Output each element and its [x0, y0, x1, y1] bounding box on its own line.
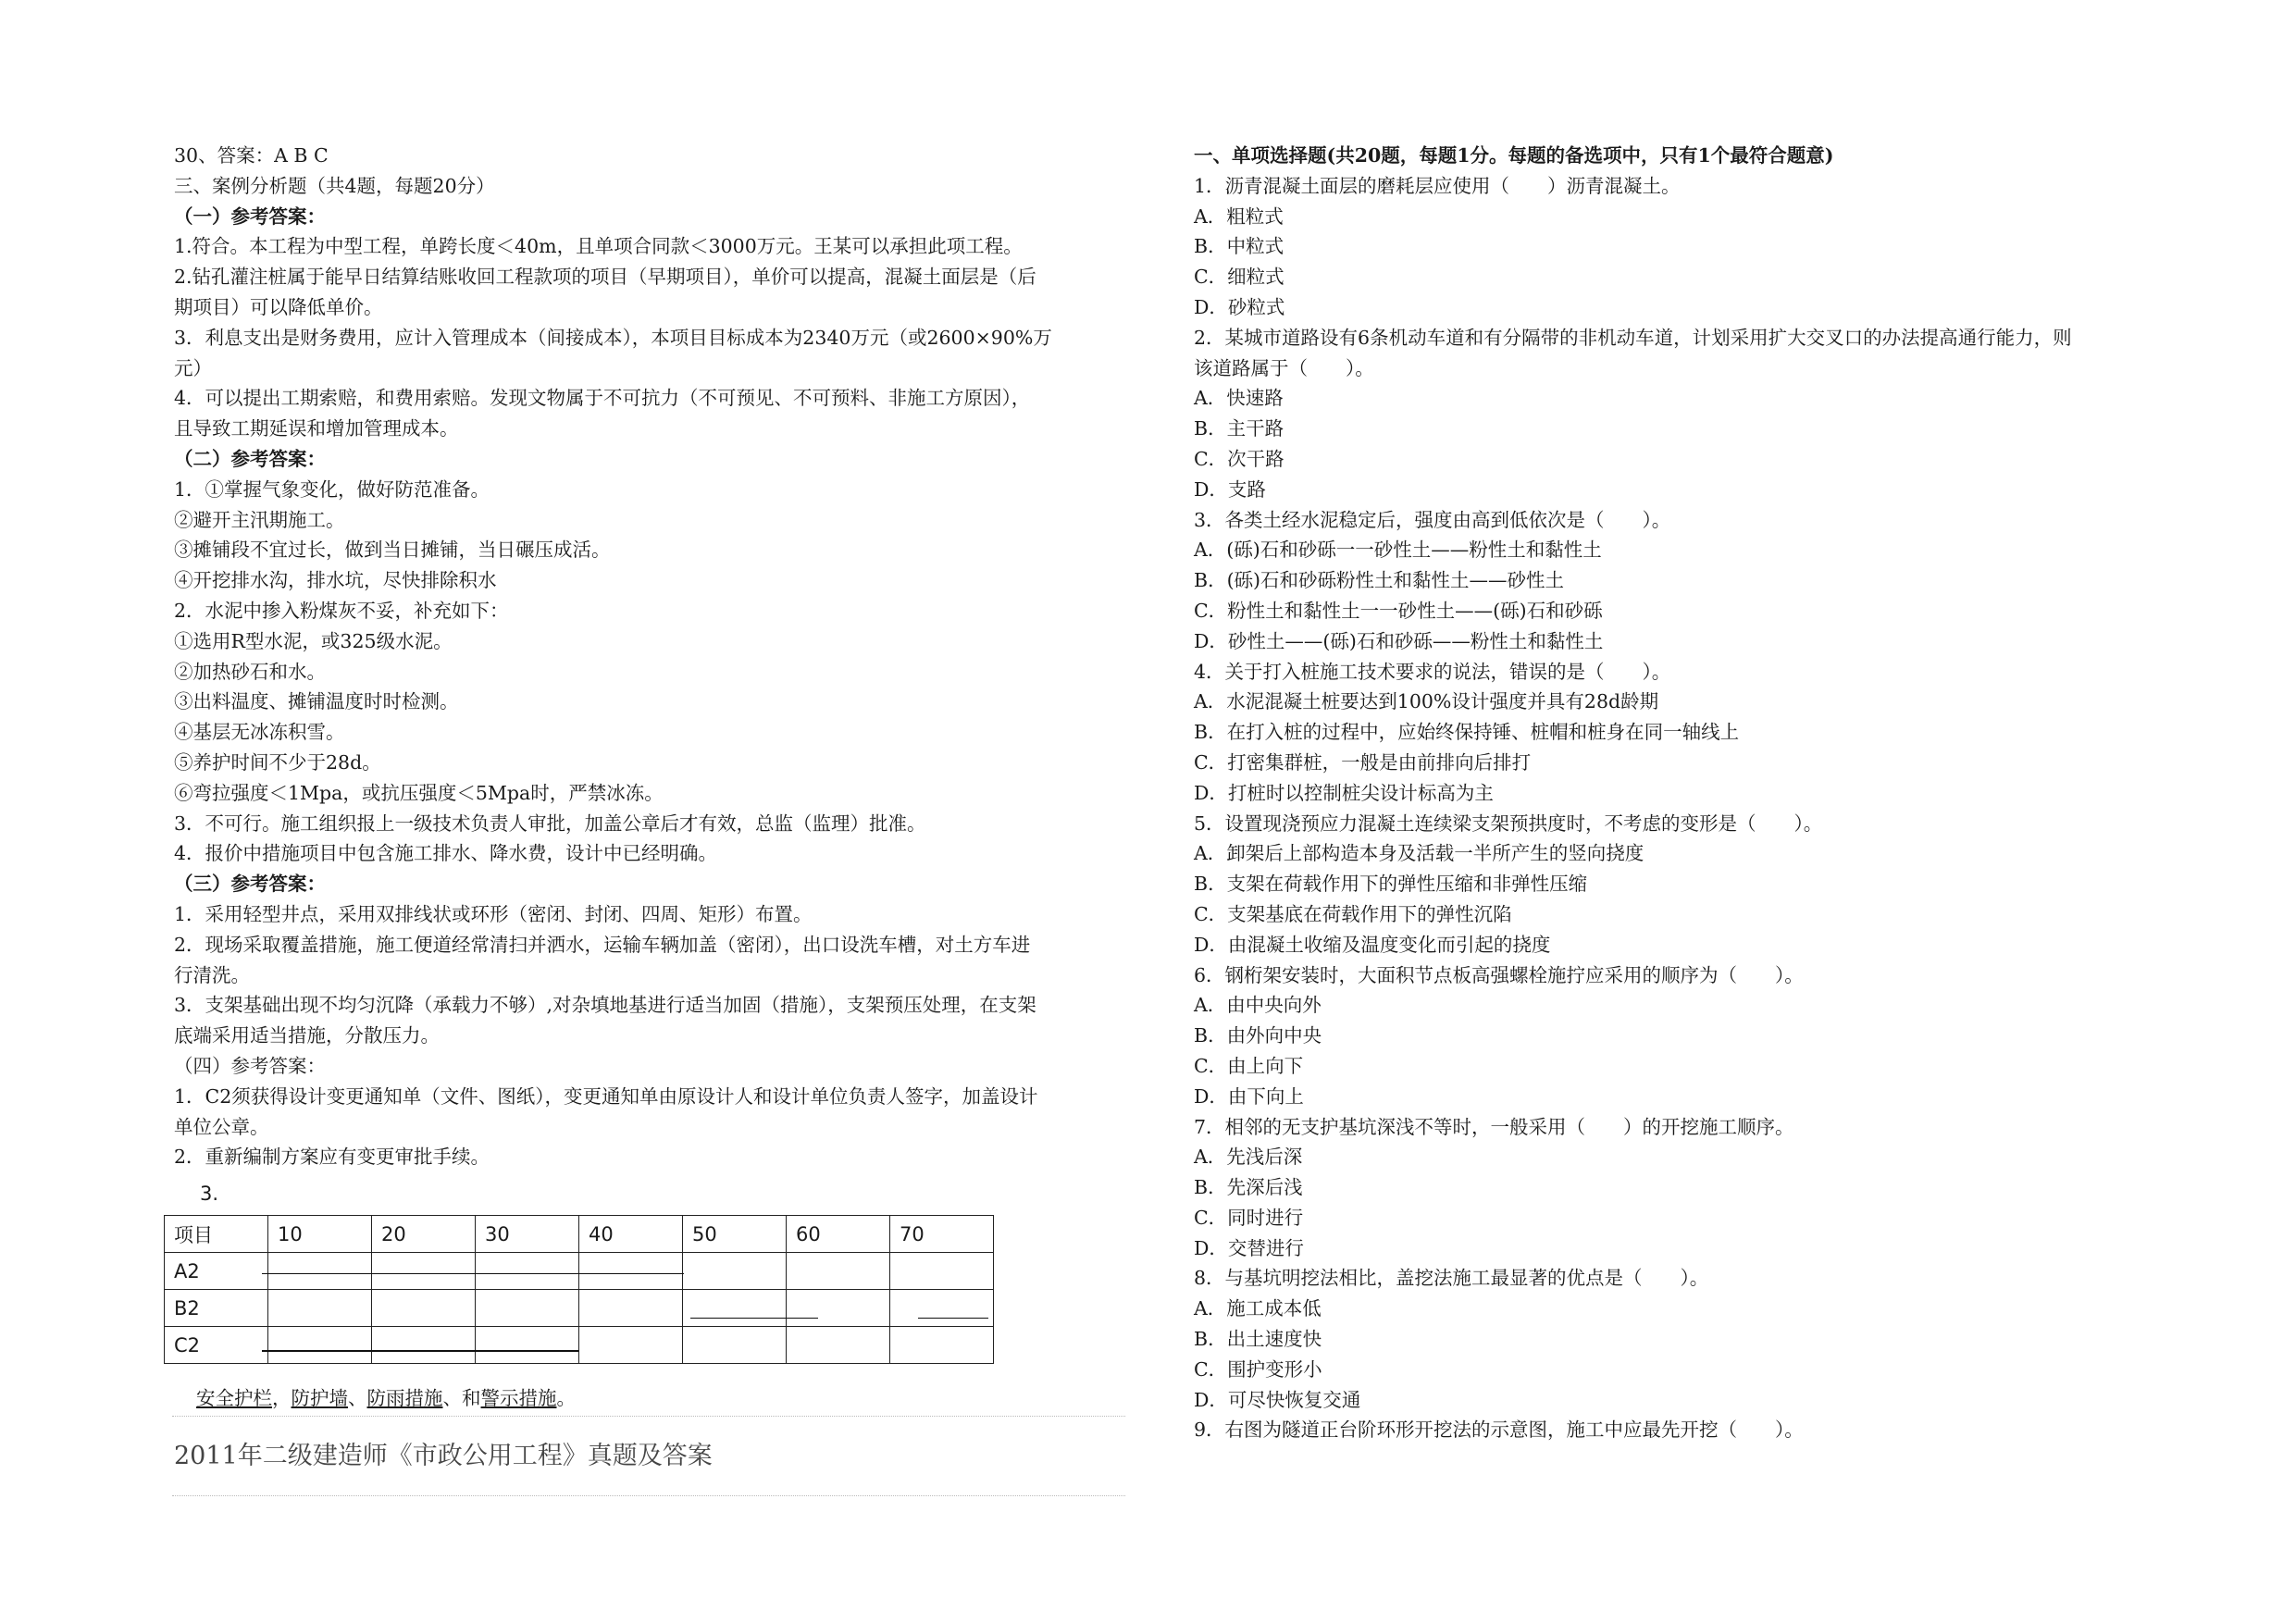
schedule-table: [164, 1215, 994, 1364]
left-text-line: 底端采用适当措施，分散压力。: [174, 1024, 440, 1047]
header-cell-10: 10: [268, 1216, 372, 1253]
left-text-line: （四）参考答案：: [174, 1054, 326, 1077]
left-text-line: 2．水泥中掺入粉煤灰不妥，补充如下：: [174, 599, 509, 622]
table-header-row: [165, 1216, 994, 1253]
header-cell-70: 70: [890, 1216, 994, 1253]
right-text-line: B．主干路: [1194, 417, 1285, 440]
header-cell-30: 30: [476, 1216, 579, 1253]
header-cell-20: 20: [372, 1216, 476, 1253]
right-text-line: 2．某城市道路设有6条机动车道和有分隔带的非机动车道，计划采用扩大交叉口的办法提高通行能力，则: [1194, 326, 2072, 349]
right-text-line: A．由中央向外: [1194, 994, 1322, 1017]
right-column: [1194, 141, 2138, 1445]
left-text-line: ⑤养护时间不少于28d。: [174, 750, 381, 774]
right-text-line: A．快速路: [1194, 387, 1284, 410]
left-text-line: （三）参考答案：: [174, 873, 326, 896]
right-text-line: 9．右图为隧道正台阶环形开挖法的示意图，施工中应最先开挖（ ）。: [1194, 1419, 1804, 1442]
right-text-line: C．支架基底在荷载作用下的弹性沉陷: [1194, 902, 1512, 925]
right-text-line: B．由外向中央: [1194, 1024, 1322, 1047]
a2-schedule-bar: [262, 1273, 684, 1274]
table-label: 3.: [200, 1183, 219, 1205]
right-text-line: C．由上向下: [1194, 1054, 1304, 1077]
right-text-line: A．(砾)石和砂砾一一砂性土——粉性土和黏性土: [1194, 539, 1602, 562]
safety-measures-line: [196, 1382, 576, 1410]
row-label-b2: B2: [165, 1290, 268, 1327]
right-text-line: A．先浅后深: [1194, 1146, 1303, 1169]
row-label-c2: C2: [165, 1327, 268, 1364]
left-text-line: （二）参考答案：: [174, 447, 326, 470]
left-text-line: 2．现场采取覆盖措施，施工便道经常清扫并洒水，运输车辆加盖（密闭），出口设洗车槽，对土方车进: [174, 933, 1031, 956]
right-text-line: C．打密集群桩，一般是由前排向后排打: [1194, 750, 1532, 774]
left-text-line: ④开挖排水沟，排水坑，尽快排除积水: [174, 569, 497, 592]
table-row: [165, 1290, 994, 1327]
b2-schedule-bar: [690, 1318, 818, 1319]
right-text-line: D．由混凝土收缩及温度变化而引起的挠度: [1194, 933, 1551, 956]
right-text-line: C．粉性土和黏性土一一砂性土——(砾)石和砂砾: [1194, 599, 1603, 622]
table-row: [165, 1253, 994, 1290]
right-text-line: A．施工成本低: [1194, 1297, 1322, 1320]
left-text-line: 元）: [174, 356, 212, 379]
left-text-line: （一）参考答案：: [174, 204, 326, 228]
safety-part: 、: [348, 1387, 367, 1409]
right-text-line: B．在打入桩的过程中，应始终保持锤、桩帽和桩身在同一轴线上: [1194, 721, 1740, 744]
right-text-line: B．先深后浅: [1194, 1176, 1303, 1199]
header-cell-40: 40: [579, 1216, 683, 1253]
right-text-line: 3．各类土经水泥稳定后，强度由高到低依次是（ ）。: [1194, 508, 1671, 531]
left-text-line: 行清洗。: [174, 963, 250, 986]
right-text-line: 7．相邻的无支护基坑深浅不等时，一般采用（ ）的开挖施工顺序。: [1194, 1115, 1794, 1138]
right-text-line: C．同时进行: [1194, 1206, 1304, 1229]
right-text-line: D．砂粒式: [1194, 295, 1285, 318]
right-text-line: D．支路: [1194, 477, 1266, 501]
left-text-line: 1．C2须获得设计变更通知单（文件、图纸），变更通知单由原设计人和设计单位负责人签字，加盖设计: [174, 1084, 1038, 1108]
safety-part: 、和: [442, 1387, 481, 1409]
dotted-divider: [172, 1416, 1125, 1417]
left-text-line: 30、答案：A B C: [174, 144, 329, 167]
header-cell-50: 50: [683, 1216, 787, 1253]
left-text-line: 4．可以提出工期索赔，和费用索赔。发现文物属于不可抗力（不可预见、不可预料、非施工方原因），: [174, 387, 1031, 410]
left-column: [174, 141, 1109, 1172]
right-text-line: D．交替进行: [1194, 1236, 1304, 1259]
left-text-line: 1．①掌握气象变化，做好防范准备。: [174, 477, 490, 501]
left-text-line: 1.符合。本工程为中型工程，单跨长度＜40m，且单项合同款＜3000万元。王某可以承担此项工程。: [174, 235, 1023, 258]
right-text-line: A．粗粒式: [1194, 204, 1284, 228]
right-text-line: 8．与基坑明挖法相比，盖挖法施工最显著的优点是（ ）。: [1194, 1267, 1709, 1290]
left-text-line: ①选用R型水泥，或325级水泥。: [174, 629, 453, 652]
safety-part: 防雨措施: [366, 1387, 443, 1409]
left-text-line: 3．利息支出是财务费用，应计入管理成本（间接成本），本项目目标成本为2340万元（或2600×90%万: [174, 326, 1052, 349]
header-cell-60: 60: [787, 1216, 890, 1253]
left-text-line: 3．不可行。施工组织报上一级技术负责人审批，加盖公章后才有效，总监（监理）批准。: [174, 812, 926, 835]
right-text-line: C．细粒式: [1194, 266, 1285, 289]
right-text-line: A．水泥混凝土桩要达到100%设计强度并具有28d龄期: [1194, 690, 1659, 713]
left-text-line: 4．报价中措施项目中包含施工排水、降水费，设计中已经明确。: [174, 842, 718, 865]
right-text-line: B．(砾)石和砂砾粉性土和黏性土——砂性土: [1194, 569, 1565, 592]
left-text-line: ④基层无冰冻积雪。: [174, 721, 345, 744]
table-row: [165, 1327, 994, 1364]
dotted-divider-bottom: [172, 1495, 1125, 1496]
left-text-line: 2．重新编制方案应有变更审批手续。: [174, 1146, 490, 1169]
safety-part: 安全护栏: [196, 1387, 272, 1409]
left-text-line: ③摊铺段不宜过长，做到当日摊铺，当日碾压成活。: [174, 539, 611, 562]
row-label-a2: A2: [165, 1253, 268, 1290]
left-text-line: ②避开主汛期施工。: [174, 508, 345, 531]
right-text-line: 该道路属于（ ）。: [1194, 356, 1374, 379]
header-cell-item: 项目: [165, 1216, 268, 1253]
right-text-line: C．次干路: [1194, 447, 1285, 470]
right-text-line: A．卸架后上部构造本身及活载一半所产生的竖向挠度: [1194, 842, 1644, 865]
right-text-line: D．由下向上: [1194, 1084, 1304, 1108]
left-text-line: 三、案例分析题（共4题，每题20分）: [174, 174, 495, 197]
right-text-line: D．可尽快恢复交通: [1194, 1388, 1361, 1411]
left-text-line: 期项目）可以降低单价。: [174, 295, 383, 318]
left-text-line: 单位公章。: [174, 1115, 269, 1138]
left-text-line: 2.钻孔灌注桩属于能早日结算结账收回工程款项的项目（早期项目），单价可以提高，混凝土面层是（后: [174, 266, 1036, 289]
right-text-line: 一、单项选择题(共20题，每题1分。每题的备选项中，只有1个最符合题意): [1194, 144, 1834, 167]
left-text-line: ②加热砂石和水。: [174, 660, 326, 683]
right-text-line: C．围护变形小: [1194, 1357, 1322, 1381]
right-text-line: 5．设置现浇预应力混凝土连续梁支架预拱度时，不考虑的变形是（ ）。: [1194, 812, 1823, 835]
safety-part: 。: [556, 1387, 576, 1409]
left-text-line: 且导致工期延误和增加管理成本。: [174, 417, 459, 440]
left-text-line: 3．支架基础出现不均匀沉降（承载力不够）,对杂填地基进行适当加固（措施），支架预压处理，在支架: [174, 994, 1036, 1017]
right-text-line: B．支架在荷载作用下的弹性压缩和非弹性压缩: [1194, 873, 1588, 896]
left-text-line: 1．采用轻型井点，采用双排线状或环形（密闭、封闭、四周、矩形）布置。: [174, 902, 813, 925]
c2-schedule-bar: [262, 1350, 578, 1352]
left-text-line: ⑥弯拉强度＜1Mpa，或抗压强度＜5Mpa时，严禁冰冻。: [174, 781, 664, 804]
b2-schedule-bar-2: [918, 1318, 988, 1319]
safety-part: ，: [272, 1387, 292, 1409]
safety-part: 警示措施: [480, 1387, 557, 1409]
right-text-line: D．打桩时以控制桩尖设计标高为主: [1194, 781, 1494, 804]
left-text-line: ③出料温度、摊铺温度时时检测。: [174, 690, 459, 713]
right-text-line: 1．沥青混凝土面层的磨耗层应使用（ ）沥青混凝土。: [1194, 174, 1681, 197]
right-text-line: 4．关于打入桩施工技术要求的说法，错误的是（ ）。: [1194, 660, 1671, 683]
right-text-line: 6．钢桁架安装时，大面积节点板高强螺栓施拧应采用的顺序为（ ）。: [1194, 963, 1804, 986]
right-text-line: D．砂性土——(砾)石和砂砾——粉性土和黏性土: [1194, 629, 1604, 652]
right-text-line: B．中粒式: [1194, 235, 1285, 258]
right-text-line: B．出土速度快: [1194, 1328, 1322, 1351]
document-title: 2011年二级建造师《市政公用工程》真题及答案: [174, 1442, 713, 1470]
safety-part: 防护墙: [291, 1387, 348, 1409]
